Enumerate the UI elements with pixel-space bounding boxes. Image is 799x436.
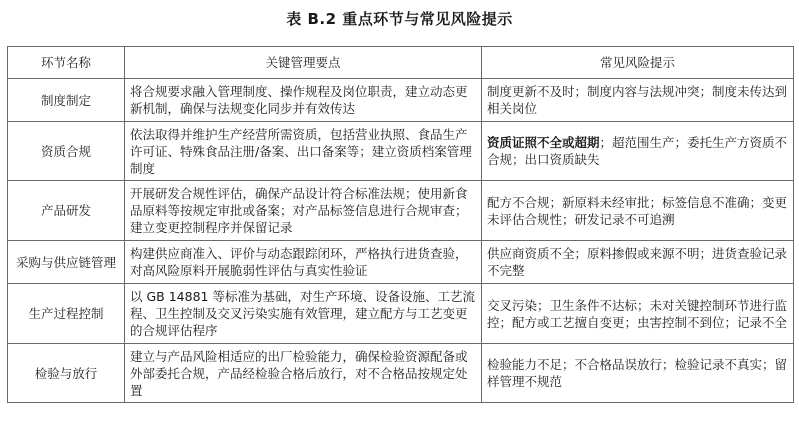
row-risks-text: ；超范围生产；委托生产方资质不合规；出口资质缺失: [487, 135, 788, 167]
row-risks: [482, 79, 794, 122]
table-row: [8, 79, 794, 122]
row-risks-text: 交叉污染；卫生条件不达标；未对关键控制环节进行监控；配方或工艺擅自变更；虫害控制不到位；记录不全: [487, 297, 788, 330]
row-stage: 制度制定: [8, 79, 125, 122]
table-row: [8, 284, 794, 344]
header-points: 关键管理要点: [125, 47, 482, 79]
header-risks: 常见风险提示: [482, 47, 794, 79]
row-points: 构建供应商准入、评价与动态跟踪闭环，严格执行进货查验，对高风险原料开展脆弱性评估与真实性验证: [125, 241, 482, 284]
row-points: 以 GB 14881 等标准为基础，对生产环境、设备设施、工艺流程、卫生控制及交叉污染实施有效管理，建立配方与工艺变更的合规评估程序: [125, 284, 482, 344]
row-stage: 检验与放行: [8, 344, 125, 403]
row-points: 依法取得并维护生产经营所需资质，包括营业执照、食品生产许可证、特殊食品注册/备案、出口备案等；建立资质档案管理制度: [125, 122, 482, 181]
row-stage: 采购与供应链管理: [8, 241, 125, 284]
row-risks: [482, 241, 794, 284]
risk-table: [7, 46, 794, 403]
row-points: 开展研发合规性评估，确保产品设计符合标准法规；使用新食品原料等按规定审批或备案；对产品标签信息进行合规审查；建立变更控制程序并保留记录: [125, 181, 482, 241]
header-stage: 环节名称: [8, 47, 125, 79]
row-risks: [482, 181, 794, 241]
row-risks: [482, 284, 794, 344]
row-risks-text: 检验能力不足；不合格品误放行；检验记录不真实；留样管理不规范: [487, 357, 788, 389]
row-risks-text: 供应商资质不全；原料掺假或来源不明；进货查验记录不完整: [487, 246, 788, 278]
row-points: 将合规要求融入管理制度、操作规程及岗位职责，建立动态更新机制，确保与法规变化同步并有效传达: [125, 79, 482, 122]
row-risks-text: 制度更新不及时；制度内容与法规冲突；制度未传达到相关岗位: [487, 84, 788, 116]
table-row: [8, 241, 794, 284]
table-title: 表 B.2 重点环节与常见风险提示: [286, 10, 513, 28]
table-header-row: [8, 47, 794, 79]
table-row: [8, 122, 794, 181]
row-stage: 产品研发: [8, 181, 125, 241]
row-risks: [482, 344, 794, 403]
row-points: 建立与产品风险相适应的出厂检验能力，确保检验资源配备或外部委托合规，产品经检验合格后放行，对不合格品按规定处置: [125, 344, 482, 403]
row-stage: 生产过程控制: [8, 284, 125, 344]
row-risks-bold: 资质证照不全或超期: [487, 135, 600, 150]
row-stage: 资质合规: [8, 122, 125, 181]
row-risks: [482, 122, 794, 181]
table-row: [8, 181, 794, 241]
row-risks-text: 配方不合规；新原料未经审批；标签信息不准确；变更未评估合规性；研发记录不可追溯: [487, 194, 788, 227]
table-row: [8, 344, 794, 403]
